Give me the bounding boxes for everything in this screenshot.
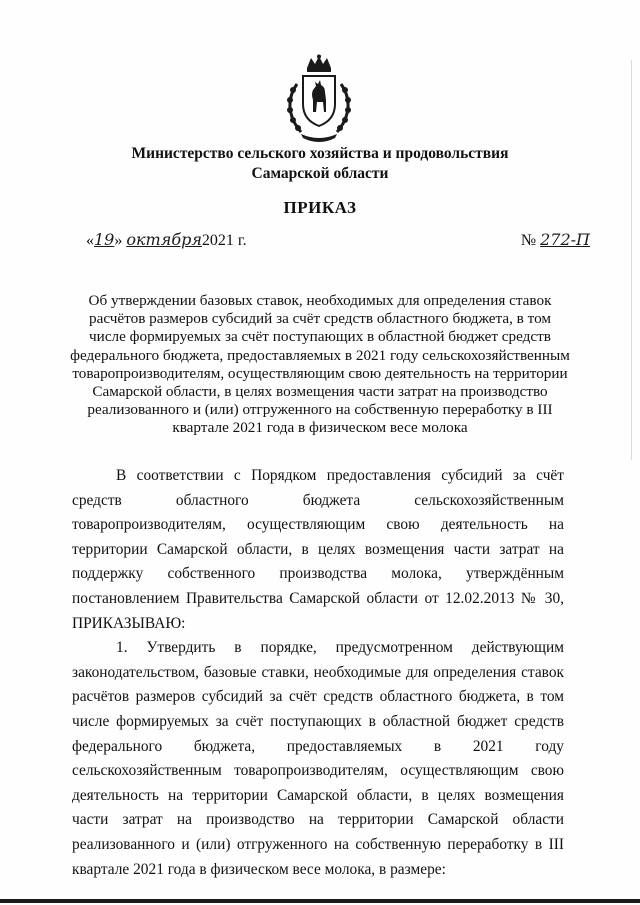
number-prefix: № [520, 232, 537, 249]
ministry-header [0, 144, 640, 184]
body-paragraph-item-1: 1. Утвердить в порядке, предусмотренном действующим законодательством, базовые ставки, необходимые для определения ставок расчётов размеров субсидий за счёт средств областного бюджета, в том числе формируемых за счёт поступающих в областной бюджет средств федерального бюджета, предоставляемых в 2021 году сельскохозяйственным товаропроизводителям, осуществляющим свою деятельность на территории Самарской области, в целях возмещения части затрат на производство на территории Самарской области реализованного и (или) отгруженного на собственную переработку в III квартале 2021 года в физическом весе молока, в размере: [72, 639, 564, 878]
date-close-quote: » [114, 232, 123, 249]
document-date [86, 230, 247, 250]
body-paragraph-preamble: В соответствии с Порядком предоставления субсидий за счёт средств областного бюджета сельскохозяйственным товаропроизводителям, осуществляющим свою деятельность на территории Самарской области, в целях возмещения части затрат на поддержку собственного производства молока, утверждённым постановлением Правительства Самарской области от 12.02.2013 № 30, ПРИКАЗЫВАЮ: [72, 467, 564, 632]
date-year: 2021 г. [201, 232, 247, 249]
document-body [72, 464, 564, 882]
coat-of-arms-icon [283, 54, 355, 142]
scan-edge-shadow [631, 60, 632, 460]
date-open-quote: « [86, 232, 94, 249]
number-value: 272-П [540, 230, 590, 249]
document-number [521, 230, 590, 250]
region-name: Самарской области [251, 165, 389, 182]
ministry-name: Министерство сельского хозяйства и продовольствия [131, 145, 509, 162]
document-subject: Об утверждении базовых ставок, необходимых для определения ставок расчётов размеров субсидий за счёт средств областного бюджета, в том числе формируемых за счёт поступающих в областной бюджет средств федерального бюджета, предоставляемых в 2021 году сельскохозяйственным товаропроизводителям, осуществляющим свою деятельность на территории Самарской области, в целях возмещения части затрат на производство реализованного и (или) отгруженного на собственную переработку в III квартале 2021 года в физическом весе молока [70, 292, 570, 437]
date-day: 19 [94, 230, 115, 249]
date-month: октября [126, 230, 202, 249]
document-type-title: ПРИКАЗ [283, 198, 357, 217]
scan-bottom-edge [0, 899, 640, 903]
